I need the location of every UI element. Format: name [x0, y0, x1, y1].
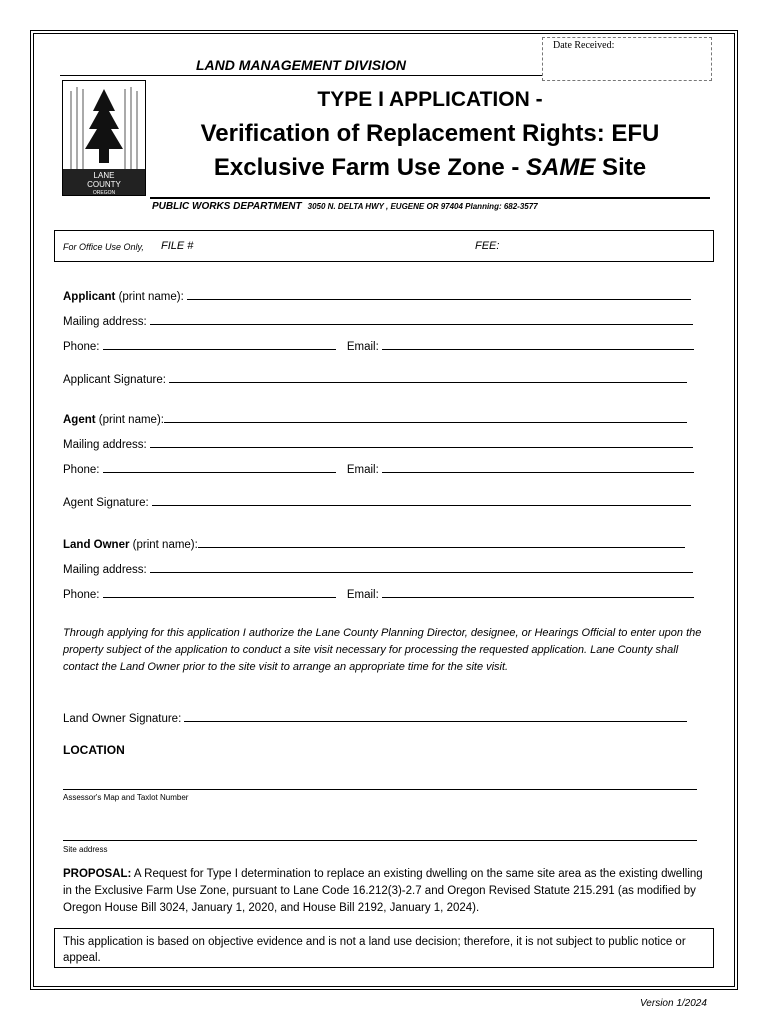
location-heading: LOCATION: [63, 743, 125, 757]
svg-text:OREGON: OREGON: [92, 190, 116, 195]
divider: [60, 75, 542, 76]
applicant-email-input[interactable]: [382, 339, 694, 350]
proposal-text: PROPOSAL: A Request for Type I determination to replace an existing dwelling on the same site area as the existing dwelling in the Exclusive Farm Use Zone, pursuant to Lane Code 16.212(3)-2.7 and Oregon Revised Statute 215.291 (as modified by Oregon House Bill 3024, January 1, 2020, and House Bill 2192, January 1, 2024).: [63, 868, 703, 914]
owner-name-input[interactable]: [198, 537, 685, 548]
agent-name-row: Agent (print name):: [63, 412, 687, 426]
notice-box: [54, 928, 714, 968]
date-received-box: [542, 37, 712, 81]
owner-email-input[interactable]: [382, 587, 694, 598]
applicant-name-row: Applicant (print name):: [63, 289, 691, 303]
file-number-field[interactable]: FILE #: [161, 240, 194, 252]
site-address-input[interactable]: [63, 840, 697, 841]
agent-mailing-row: Mailing address:: [63, 437, 693, 451]
proposal-label: PROPOSAL:: [63, 868, 132, 880]
title-rule: [150, 197, 710, 199]
owner-signature-input[interactable]: [184, 711, 687, 722]
department-name: PUBLIC WORKS DEPARTMENT: [152, 201, 302, 212]
agent-signature-row: Agent Signature:: [63, 495, 691, 509]
applicant-mailing-row: Mailing address:: [63, 314, 693, 328]
site-address-caption: Site address: [63, 845, 108, 854]
version-label: Version 1/2024: [640, 998, 707, 1009]
applicant-mailing-input[interactable]: [150, 314, 693, 325]
date-received-label: Date Received:: [553, 40, 615, 51]
notice-text: This application is based on objective evidence and is not a land use decision; therefore, it is not subject to public notice or appeal.: [63, 936, 686, 964]
authorization-statement: Through applying for this application I authorize the Lane County Planning Director, designee, or Hearings Official to enter upon the property subject of the application to conduct a site visit necessary for processing the requested application. Lane County shall contact the Land Owner prior to the site visit to arrange an appropriate time for the site visit.: [63, 627, 702, 673]
applicant-signature-row: Applicant Signature:: [63, 372, 687, 386]
applicant-phone-input[interactable]: [103, 339, 336, 350]
agent-phone-input[interactable]: [103, 462, 336, 473]
owner-mailing-row: Mailing address:: [63, 562, 693, 576]
applicant-name-input[interactable]: [187, 289, 691, 300]
agent-mailing-input[interactable]: [150, 437, 693, 448]
owner-phone-input[interactable]: [103, 587, 336, 598]
department-address: 3050 N. DELTA HWY , EUGENE OR 97404 Planning: 682-3577: [307, 202, 538, 211]
office-use-label: For Office Use Only,: [63, 242, 144, 252]
title-line-1: TYPE I APPLICATION -: [317, 88, 543, 111]
agent-signature-input[interactable]: [152, 495, 691, 506]
applicant-phone-row: Phone: Email:: [63, 339, 694, 353]
office-use-box: [54, 230, 714, 262]
tree-icon: [63, 81, 145, 195]
department-line: [152, 201, 538, 212]
svg-text:LANE: LANE: [93, 171, 115, 180]
division-title: LAND MANAGEMENT DIVISION: [196, 57, 406, 73]
owner-phone-row: Phone: Email:: [63, 587, 694, 601]
owner-name-row: Land Owner (print name):: [63, 537, 685, 551]
agent-name-input[interactable]: [164, 412, 687, 423]
agent-phone-row: Phone: Email:: [63, 462, 694, 476]
lane-county-logo: [62, 80, 146, 196]
map-taxlot-input[interactable]: [63, 789, 697, 790]
svg-text:COUNTY: COUNTY: [87, 180, 121, 189]
map-taxlot-caption: Assessor's Map and Taxlot Number: [63, 793, 189, 802]
owner-signature-row: Land Owner Signature:: [63, 711, 687, 725]
title-line-2: Verification of Replacement Rights: EFU: [200, 120, 660, 147]
agent-email-input[interactable]: [382, 462, 694, 473]
applicant-signature-input[interactable]: [169, 372, 687, 383]
owner-mailing-input[interactable]: [150, 562, 693, 573]
title-line-3: Exclusive Farm Use Zone - SAME Site: [213, 154, 647, 181]
fee-field[interactable]: FEE:: [475, 240, 500, 252]
